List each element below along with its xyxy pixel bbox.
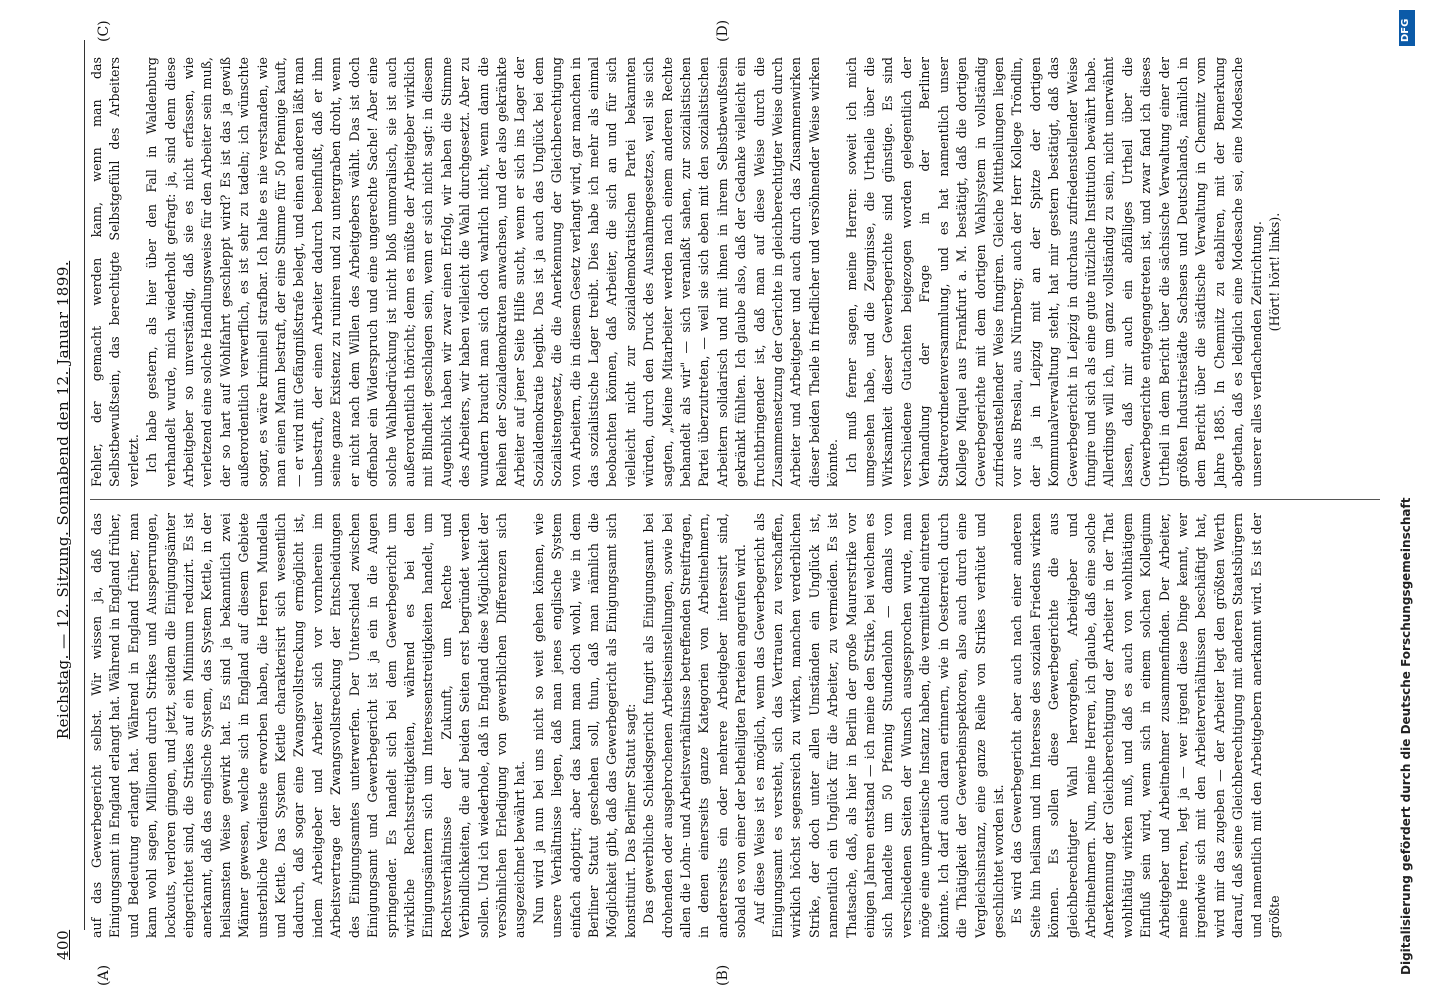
paragraph: Auf diese Weise ist es möglich, wenn das Gewerbegericht als Einigungsamt es versteht, sich das Vertrauen zu verschaffen, wirklich höchst segensreich zu wirken, manchen verderblichen Strike, der doch unter allen Umständen ein Unglück ist, namentlich ein Unglück für die Arbeiter, zu vermeiden. Es ist Thatsache, daß, als hier in Berlin der große Maurerstrike vor einigen Jahren entstand — ich meine den Strike, bei welchem es sich handelte um 50 Pfennig Stundenlohn — damals von verschiedenen Seiten der Wunsch ausgesprochen wurde, man möge eine unparteiische Instanz haben, die vermittelnd eintreten könnte. Ich darf auch daran erinnern, wie in Oesterreich durch die Thätigkeit der Gewerbeinspektoren, also auch durch eine Vergleichsinstanz, eine ganze Reihe von Strikes verhütet und geschlichtet worden ist. [751, 513, 1006, 938]
margin-marker-c: (C) [96, 20, 112, 42]
paragraph: Ich habe gestern, als hier über den Fall in Waldenburg verhandelt wurde, mich wiederholt gefragt: ja, sind denn diese Arbeitgeber so unverständig, daß sie es nicht erfassen, wie verletzend eine solche Handlungsweise für den Arbeiter sein muß, der so hart auf Wohlfahrt geschleppt wird? Es ist das ja gewiß außerordentlich verwerflich, es ist sehr zu tadeln; ich wünschte sogar, es wäre kriminell strafbar. Ich halte es nie verstanden, wie man einen Mann bestraft, der eine Stimme für 50 Pfennige kauft, — er wird mit Gefängnißstrafe belegt, und einen anderen läßt man unbestraft, der einen Arbeiter dadurch beeinflußt, daß er ihm seine ganze Existenz zu ruiniren und zu untergraben droht, wenn er nicht nach dem Willen des Arbeitgebers wählt. Das ist doch offenbar ein Widerspruch und eine ungerechte Sache! Aber eine solche Wahlbedrückung ist nicht bloß unmoralisch, sie ist auch außerordentlich thöricht; denn es müßte der Arbeitgeber wirklich mit Blindheit geschlagen sein, wenn er sich nicht sagt: in diesem Augenblick haben wir zwar einen Erfolg, wir haben die Stimme des Arbeiters, wir haben vielleicht die Wahl durchgesetzt. Aber zu wundern braucht man sich doch wahrlich nicht, wenn dann die Reihen der Sozialdemokraten anwachsen, und der also gekränkte Arbeiter auf jener Seite Hilfe sucht, wenn er sich ins Lager der Sozialdemokratie begibt. Das ist ja auch das Unglück bei dem Sozialistengesetz, die die Anerkennung der Gleichberechtigung von Arbeitern, die in diesem Gesetz verlangt wird, gar manchen in das sozialistische Lager treibt. Dies habe ich mehr als einmal beobachten können, daß Arbeiter, die sich an und für sich vielleicht nicht zur sozialdemokratischen Partei bekannten würden, durch den Druck des Ausnahmegesetzes, weil sie sich sagten, „Meine Mitarbeiter werden nach einem anderen Rechte behandelt als wir" — sich veranlaßt sahen, zur sozialistischen Partei überzutreten, — weil sie sich eben mit den sozialistischen Arbeitern solidarisch und mit ihnen in ihrem Selbstbewußtsein gekränkt fühlten. Ich glaube also, daß der Gedanke vielleicht ein fruchtbringender ist, daß man auf diese Weise durch die Zusammensetzung der Gerichte in gleichberechtigter Weise durch Arbeiter und Arbeitgeber und auch durch das Zusammenwirken dieser beiden Theile in friedlicher und versöhnender Weise wirken könnte. [144, 57, 841, 487]
margin-marker-a: (A) [96, 964, 112, 986]
interjection: (Hört! hört! links). [1267, 212, 1282, 332]
dfg-logo [1399, 10, 1415, 46]
column-divider [90, 499, 1380, 500]
header-title: Reichstag. — 12. Sitzung. Sonnabend den 12. Januar 1899. [54, 260, 72, 740]
paragraph: Fehler, der gemacht werden kann, wenn man das Selbstbewußtsein, das berechtigte Selbstgefühl des Arbeiters verletzt. [89, 57, 141, 487]
page-number: 400 [54, 929, 72, 960]
dfg-logo-text: DFG [1400, 18, 1411, 42]
page-header [54, 40, 80, 960]
paragraph: Ich muß ferner sagen, meine Herren: soweit ich mich umgesehen habe, und die Zeugnisse, die Urtheile über die Wirksamkeit dieser Gewerbegerichte sind günstige. Es sind verschiedene Gutachten beigezogen worden gelegentlich der Verhandlung der Frage in der Berliner Stadtverordnetenversammlung, und es hat namentlich unser Kollege Miquel aus Frankfurt a. M. bestätigt, daß die dortigen Gewerbegerichte mit dem dortigen Wahlsystem in vollständig zufriedenstellender Weise fungiren. Gleiche Mittheilungen liegen vor aus Breslau, aus Nürnberg; auch der Herr Kollege Tröndlin, der ja in Leipzig mit an der Spitze der dortigen Kommunalverwaltung steht, hat mir gestern bestätigt, daß das Gewerbegericht in Leipzig in durchaus zufriedenstellender Weise fungire und sich als eine gute nützliche Institution bewährt habe. Allerdings will ich, um ganz vollständig zu sein, nicht unerwähnt lassen, daß mir auch ein abfälliges Urtheil über die Gewerbegerichte entgegengetreten ist, und zwar fand ich dieses Urtheil in dem Bericht über die sächsische Verwaltung einer der größten Industriestädte Sachsens und Deutschlands, nämlich in dem Bericht über die städtische Verwaltung in Chemnitz vom Jahre 1885. In Chemnitz zu etabliren, mit der Bemerkung abgethan, daß es lediglich eine Modesache sei, eine Modesache unserer alles verflachenden Zeitrichtung. [843, 57, 1264, 487]
paragraph: auf das Gewerbegericht selbst. Wir wissen ja, daß das Einigungsamt in England erlangt hat. Während in England früher, und Bedeutung erlangt hat. Während in England früher, man kann wohl sagen, Millionen durch Strikes und Aussperrungen, lockouts, verloren gingen, und jetzt, seitdem die Einigungsämter eingerichtet sind, die Strikes auf ein Minimum reduzirt. Es ist anerkannt, daß das englische System, das System Kettle, in der heilsamsten Weise gewirkt hat. Es sind ja bekanntlich zwei Männer gewesen, welche sich in England auf diesem Gebiete unsterbliche Verdienste erworben haben, die Herren Mundella und Kettle. Das System Kettle charakterisirt sich wesentlich dadurch, daß sogar eine Zwangsvollstreckung ermöglicht ist, indem Arbeitgeber und Arbeiter sich vor vornherein im Arbeitsvertrage der Zwangsvollstreckung der Entscheidungen des Einigungsamtes unterwerfen. Der Unterschied zwischen Einigungsamt und Gewerbegericht ist ja ein in die Augen springender. Es handelt sich bei dem Gewerbegericht um wirkliche Rechtsstreitigkeiten, während es bei den Einigungsämtern sich um Interessenstreitigkeiten handelt, um Rechtsverhältnisse der Zukunft, um Rechte und Verbindlichkeiten, die auf beiden Seiten erst begründet werden sollen. Und ich wiederhole, daß in England diese Möglichkeit der versöhnlichen Erledigung von gewerblichen Differenzen sich ausgezeichnet bewährt hat. [89, 513, 528, 938]
right-column [88, 57, 1284, 487]
quoted-statute: Das gewerbliche Schiedsgericht fungirt als Einigungsamt bei drohenden oder ausgebrochenen Arbeitseinstellungen, sowie bei allen die Lohn- und Arbeitsverhältnisse betreffenden Streitfragen, in denen einerseits ganze Kategorien von Arbeitnehmern, andererseits ein oder mehrere Arbeitgeber interessirt sind, sobald es von einer der betheiligten Parteien angerufen wird. [641, 513, 749, 938]
margin-marker-b: (B) [715, 964, 731, 986]
header-rule [84, 40, 85, 930]
paragraph: Nun wird ja nun bei uns nicht so weit gehen können, wie unsere Verhältnisse liegen, daß man jenes englische System einfach adoptirt; aber das kann man doch wohl, wie in dem Berliner Statut geschehen soll, thun, daß man nämlich die Möglichkeit gibt, daß das Gewerbegericht als Einigungsamt sich konstituirt. Das Berliner Statut sagt: [530, 513, 638, 938]
funding-note: Digitalisierung gefördert durch die Deutsche Forschungsgemeinschaft [1399, 497, 1413, 975]
margin-marker-d: (D) [715, 19, 731, 42]
paragraph: Es wird das Gewerbegericht aber auch nach einer anderen Seite hin heilsam und im Interesse des sozialen Friedens wirken können. Es sollen diese Gewerbegerichte die aus gleichberechtigter Wahl hervorgehen, Arbeitgeber und Arbeitnehmern. Nun, meine Herren, ich glaube, daß eine solche Anerkennung der Gleichberechtigung der Arbeiter in der That wohlthätig wirken muß, und daß es auch von wohlthätigem Einfluß sein wird, wenn sich in einem solchen Kollegium Arbeitgeber und Arbeitnehmer zusammenfinden. Der Arbeiter, meine Herren, legt ja — wer irgend diese Dinge kennt, wer irgendwie sich mit den Arbeiterverhältnissen beschäftigt hat, wird mir das zugeben — der Arbeiter legt den größten Werth darauf, daß seine Gleichberechtigung mit anderen Staatsbürgern und namentlich mit den Arbeitgebern anerkannt wird. Es ist der größte [1009, 513, 1282, 938]
left-column [88, 513, 1284, 938]
